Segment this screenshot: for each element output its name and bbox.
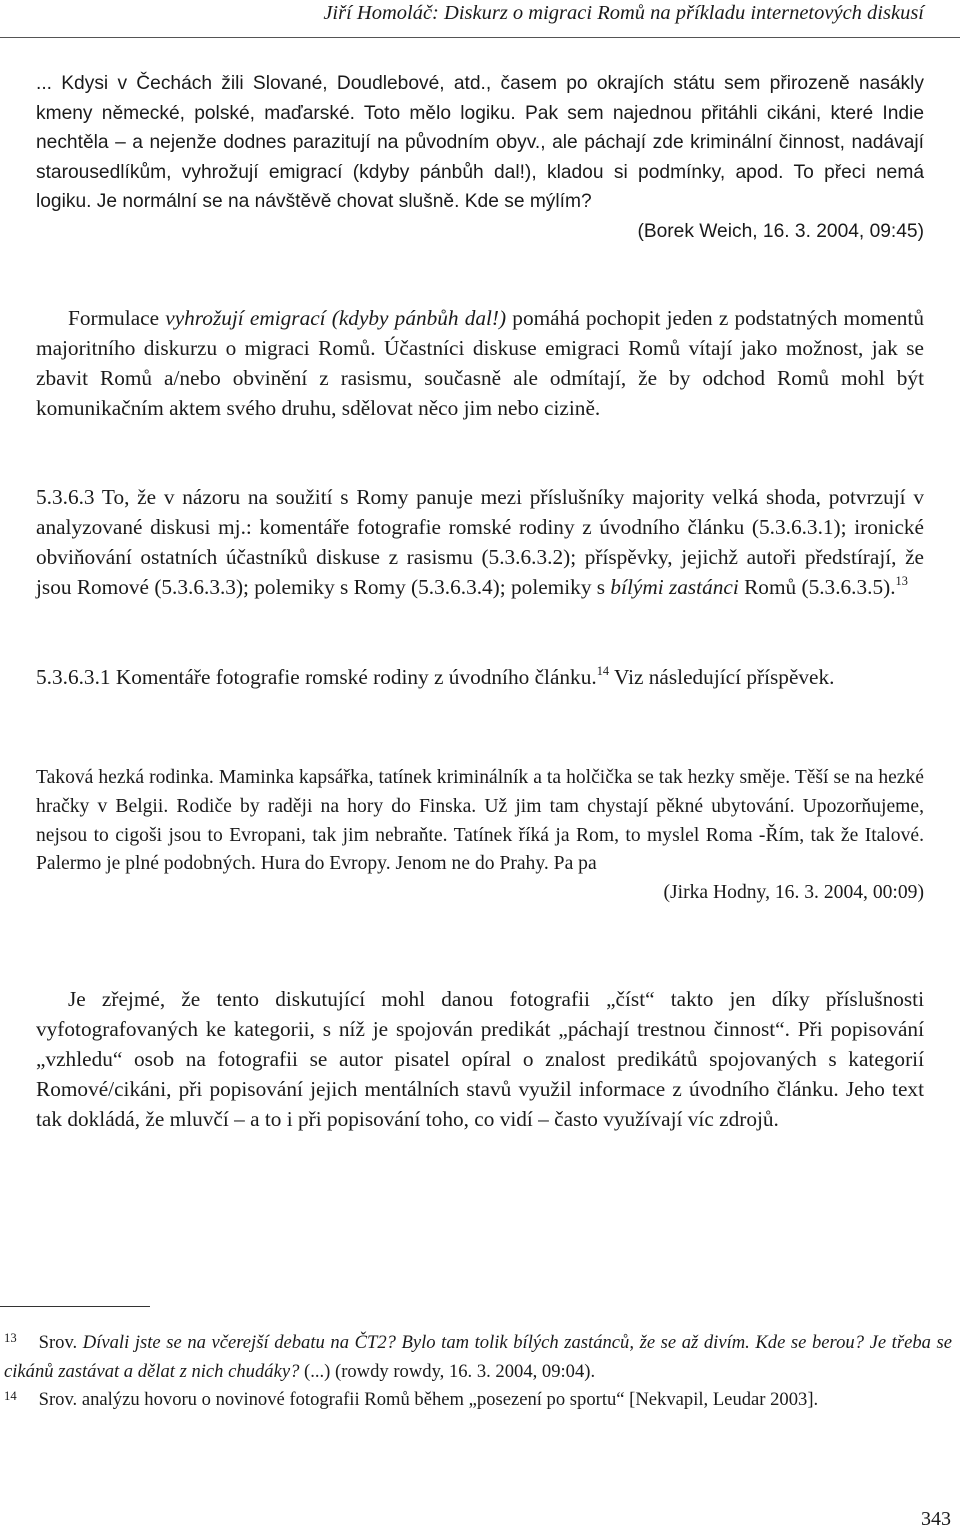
- paragraph-1-emphasis: vyhrožují emigrací (kdyby pánbůh dal!): [165, 306, 507, 330]
- header-rule: [0, 37, 960, 38]
- quote-1-text: ... Kdysi v Čechách žili Slované, Doudlebové, atd., časem po okrajích státu sem přirozeně nasákly kmeny německé, polské, maďarské. Toto mělo logiku. Pak sem najednou přitáhli cikáni, které Indie nechtěla – a nejenže dodnes parazitují na původním obyv., ale páchají zde kriminální činnost, nadávají starousedlíkům, vyhrožují emigrací (kdyby pánbůh dal!), kladou si podmínky, apod. To přeci nemá logiku. Je normální se na návštěvě chovat slušně. Kde se mýlím?: [36, 73, 924, 212]
- footnote-number: 13: [4, 1331, 17, 1346]
- footnote-14: $^{14}$ Srov. analýzu hovoru o novinové fotografii Romů během „posezení po sportu“ [Nekvapil, Leudar 2003].: [4, 1388, 819, 1411]
- quote-2-text: Taková hezká rodinka. Maminka kapsářka, tatínek kriminálník a ta holčička se tak hezky směje. Těší se na hezké hračky v Belgii. Rodiče by raději na hory do Finska. Už jim tam chystají pěkné ubytování. Upozorňujeme, nejsou to cigoši jsou to Evropani, tak jim nebraňte. Tatínek říká ja Rom, to myslel Roma -Řím, tak že Italové. Palermo je plné podobných. Hura do Evropy. Jenom ne do Prahy. Pa pa: [36, 767, 924, 875]
- quote-2-source: (Jirka Hodny, 16. 3. 2004, 00:09): [663, 882, 924, 904]
- paragraph-1: Formulace vyhrožují emigrací (kdyby pánbůh dal!) pomáhá pochopit jeden z podstatných momentů majoritního diskurzu o migraci Romů. Účastníci diskuse emigraci Romů vítají jako možnost, jak se zbavit Romů a/nebo obvinění z rasismu, současně ale odmítají, že by odchod Romů mohl být komunikačním aktem svého druhu, sdělovat něco jim nebo cizině.: [36, 306, 924, 420]
- footnote-ref-13[interactable]: 13: [895, 573, 908, 588]
- footnote-ref-14[interactable]: 14: [596, 664, 610, 679]
- quote-1-source: (Borek Weich, 16. 3. 2004, 09:45): [637, 220, 924, 242]
- footnote-rule: [0, 1306, 150, 1307]
- block-quote-2: [36, 764, 924, 908]
- footnote-number: 14: [4, 1388, 17, 1403]
- footnotes: [4, 1329, 952, 1415]
- footnote-13: $^{13}$ Srov. Dívali jste se na včerejší debatu na ČT2? Bylo tam tolik bílých zastánců, že se až divím. Kde se berou? Je třeba se cikánů zastávat a dělat z nich chudáky? (...) (rowdy rowdy, 16. 3. 2004, 09:04).: [4, 1331, 952, 1382]
- paragraph-2: 5.3.6.3 To, že v názoru na soužití s Romy panuje mezi příslušníky majority velká shoda, potvrzují v analyzované diskusi mj.: komentáře fotografie romské rodiny z úvodního článku (5.3.6.3.1); ironické obviňování ostatních účastníků diskuse z rasismu (5.3.6.3.2); příspěvky, jejichž autoři předstírají, že jsou Romové (5.3.6.3.3); polemiky s Romy (5.3.6.3.4); polemiky s bílými zastánci Romů (5.3.6.3.5).$^{13}$: [36, 485, 924, 599]
- paragraph-3: 5.3.6.3.1 Komentáře fotografie romské rodiny z úvodního článku.$^{14}$ Viz následující příspěvek.: [36, 664, 835, 689]
- paragraph-4: Je zřejmé, že tento diskutující mohl danou fotografii „číst“ takto jen díky příslušnosti vyfotografovaných ke kategorii, s níž je spojován predikát „páchají trestnou činnost“. Při popisování „vzhledu“ osob na fotografii se autor pisatel opíral o znalost predikátů spojovaných s kategorií Romové/cikáni, při popisování jejich mentálních stavů využil informace z úvodního článku. Jeho text tak dokládá, že mluvčí – a to i při popisování toho, co vidí – často využívají víc zdrojů.: [36, 987, 924, 1131]
- running-header: Jiří Homoláč: Diskurz o migraci Romů na příkladu internetových diskusí: [323, 2, 924, 24]
- block-quote-1: [36, 69, 924, 246]
- paragraph-2-emphasis: bílými zastánci: [610, 574, 739, 599]
- page-number: 343: [921, 1508, 951, 1530]
